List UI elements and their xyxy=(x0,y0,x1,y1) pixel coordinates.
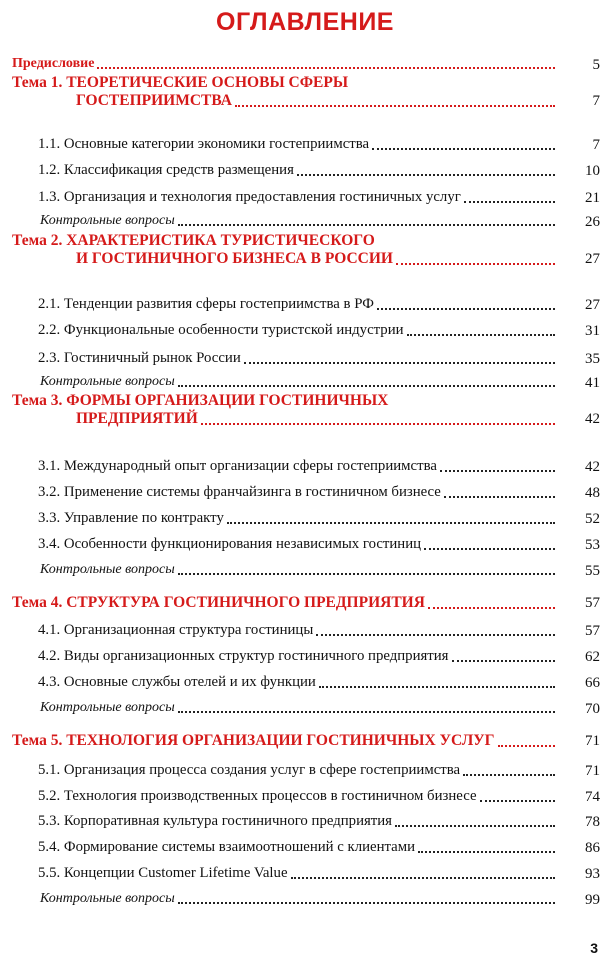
entry-page-number: 53 xyxy=(585,537,600,553)
dot-leader xyxy=(463,774,555,776)
entry-title: 4.3. Основные службы отелей и их функции xyxy=(38,674,316,690)
entry-page-number: 42 xyxy=(585,459,600,475)
chapter-title: Тема 4. СТРУКТУРА ГОСТИНИЧНОГО ПРЕДПРИЯТИЯ xyxy=(12,594,425,611)
chapter-title: ПРЕДПРИЯТИЙ xyxy=(76,410,198,427)
dot-leader xyxy=(452,660,556,662)
entry-title: 5.3. Корпоративная культура гостиничного предприятия xyxy=(38,813,392,829)
entry-page-number: 99 xyxy=(585,892,600,908)
dot-leader xyxy=(97,67,555,69)
dot-leader xyxy=(291,877,555,879)
dot-leader xyxy=(178,711,555,713)
entry-page-number: 57 xyxy=(585,623,600,639)
entry-title: 4.2. Виды организационных структур гостиничного предприятия xyxy=(38,648,449,664)
dot-leader xyxy=(418,851,555,853)
chapter-title: И ГОСТИНИЧНОГО БИЗНЕСА В РОССИИ xyxy=(76,250,393,267)
entry-title: Контрольные вопросы xyxy=(40,213,175,228)
dot-leader xyxy=(428,607,555,609)
entry-page-number: 7 xyxy=(592,137,600,153)
entry-page-number: 21 xyxy=(585,190,600,206)
entry-title: 3.4. Особенности функционирования независимых гостиниц xyxy=(38,536,422,552)
entry-page-number: 42 xyxy=(585,411,600,427)
entry-title: 1.3. Организация и технология предоставления гостиничных услуг xyxy=(38,189,461,205)
entry-page-number: 71 xyxy=(585,733,600,749)
entry-page-number: 27 xyxy=(585,297,600,313)
entry-page-number: 35 xyxy=(585,351,600,367)
entry-page-number: 5 xyxy=(592,57,600,73)
entry-title: 2.3. Гостиничный рынок России xyxy=(38,350,241,366)
entry-page-number: 27 xyxy=(585,251,600,267)
dot-leader xyxy=(377,308,555,310)
dot-leader xyxy=(372,148,555,150)
entry-page-number: 86 xyxy=(585,840,600,856)
dot-leader xyxy=(227,522,555,524)
entry-title: 3.3. Управление по контракту xyxy=(38,510,224,526)
dot-leader xyxy=(178,224,555,226)
entry-title: 1.1. Основные категории экономики гостеприимства xyxy=(38,136,370,152)
dot-leader xyxy=(424,548,555,550)
dot-leader xyxy=(440,470,555,472)
entry-title: 5.2. Технология производственных процессов в гостиничном бизнесе xyxy=(38,788,477,804)
dot-leader xyxy=(244,362,555,364)
page-number: 3 xyxy=(590,940,598,956)
dot-leader xyxy=(319,686,555,688)
entry-title: 3.1. Международный опыт организации сферы гостеприимства xyxy=(38,458,437,474)
entry-page-number: 93 xyxy=(585,866,600,882)
entry-title: Контрольные вопросы xyxy=(40,700,175,715)
dot-leader xyxy=(316,634,555,636)
entry-title: 5.5. Концепции Customer Lifetime Value xyxy=(38,865,288,881)
dot-leader xyxy=(297,174,555,176)
page-title: ОГЛАВЛЕНИЕ xyxy=(216,8,394,36)
entry-title: 4.1. Организационная структура гостиницы xyxy=(38,622,314,638)
entry-title: 1.2. Классификация средств размещения xyxy=(38,162,294,178)
entry-page-number: 52 xyxy=(585,511,600,527)
entry-page-number: 41 xyxy=(585,375,600,391)
entry-page-number: 70 xyxy=(585,701,600,717)
entry-page-number: 74 xyxy=(585,789,600,805)
chapter-title: Тема 5. ТЕХНОЛОГИЯ ОРГАНИЗАЦИИ ГОСТИНИЧНЫХ УСЛУГ xyxy=(12,732,495,749)
dot-leader xyxy=(464,201,555,203)
dot-leader xyxy=(407,334,555,336)
chapter-title-line1: Тема 2. ХАРАКТЕРИСТИКА ТУРИСТИЧЕСКОГО xyxy=(12,232,375,249)
dot-leader xyxy=(235,105,555,107)
dot-leader xyxy=(178,573,555,575)
dot-leader xyxy=(395,825,555,827)
entry-title: Предисловие xyxy=(12,56,95,71)
entry-page-number: 78 xyxy=(585,814,600,830)
entry-title: 2.2. Функциональные особенности туристской индустрии xyxy=(38,322,404,338)
entry-page-number: 31 xyxy=(585,323,600,339)
entry-page-number: 10 xyxy=(585,163,600,179)
dot-leader xyxy=(498,745,555,747)
entry-page-number: 71 xyxy=(585,763,600,779)
entry-title: 3.2. Применение системы франчайзинга в гостиничном бизнесе xyxy=(38,484,441,500)
entry-page-number: 48 xyxy=(585,485,600,501)
entry-title: 5.1. Организация процесса создания услуг в сфере гостеприимства xyxy=(38,762,461,778)
entry-page-number: 57 xyxy=(585,595,600,611)
entry-page-number: 26 xyxy=(585,214,600,230)
dot-leader xyxy=(178,902,555,904)
dot-leader xyxy=(178,385,555,387)
entry-title: Контрольные вопросы xyxy=(40,891,175,906)
dot-leader xyxy=(201,423,555,425)
dot-leader xyxy=(444,496,555,498)
chapter-title: ГОСТЕПРИИМСТВА xyxy=(76,92,232,109)
chapter-title-line1: Тема 3. ФОРМЫ ОРГАНИЗАЦИИ ГОСТИНИЧНЫХ xyxy=(12,392,389,409)
entry-page-number: 55 xyxy=(585,563,600,579)
entry-page-number: 62 xyxy=(585,649,600,665)
entry-title: Контрольные вопросы xyxy=(40,562,175,577)
chapter-title-line1: Тема 1. ТЕОРЕТИЧЕСКИЕ ОСНОВЫ СФЕРЫ xyxy=(12,74,349,91)
entry-page-number: 7 xyxy=(592,93,600,109)
entry-title: Контрольные вопросы xyxy=(40,374,175,389)
dot-leader xyxy=(396,263,555,265)
dot-leader xyxy=(480,800,555,802)
entry-page-number: 66 xyxy=(585,675,600,691)
entry-title: 5.4. Формирование системы взаимоотношений с клиентами xyxy=(38,839,416,855)
entry-title: 2.1. Тенденции развития сферы гостеприимства в РФ xyxy=(38,296,374,312)
